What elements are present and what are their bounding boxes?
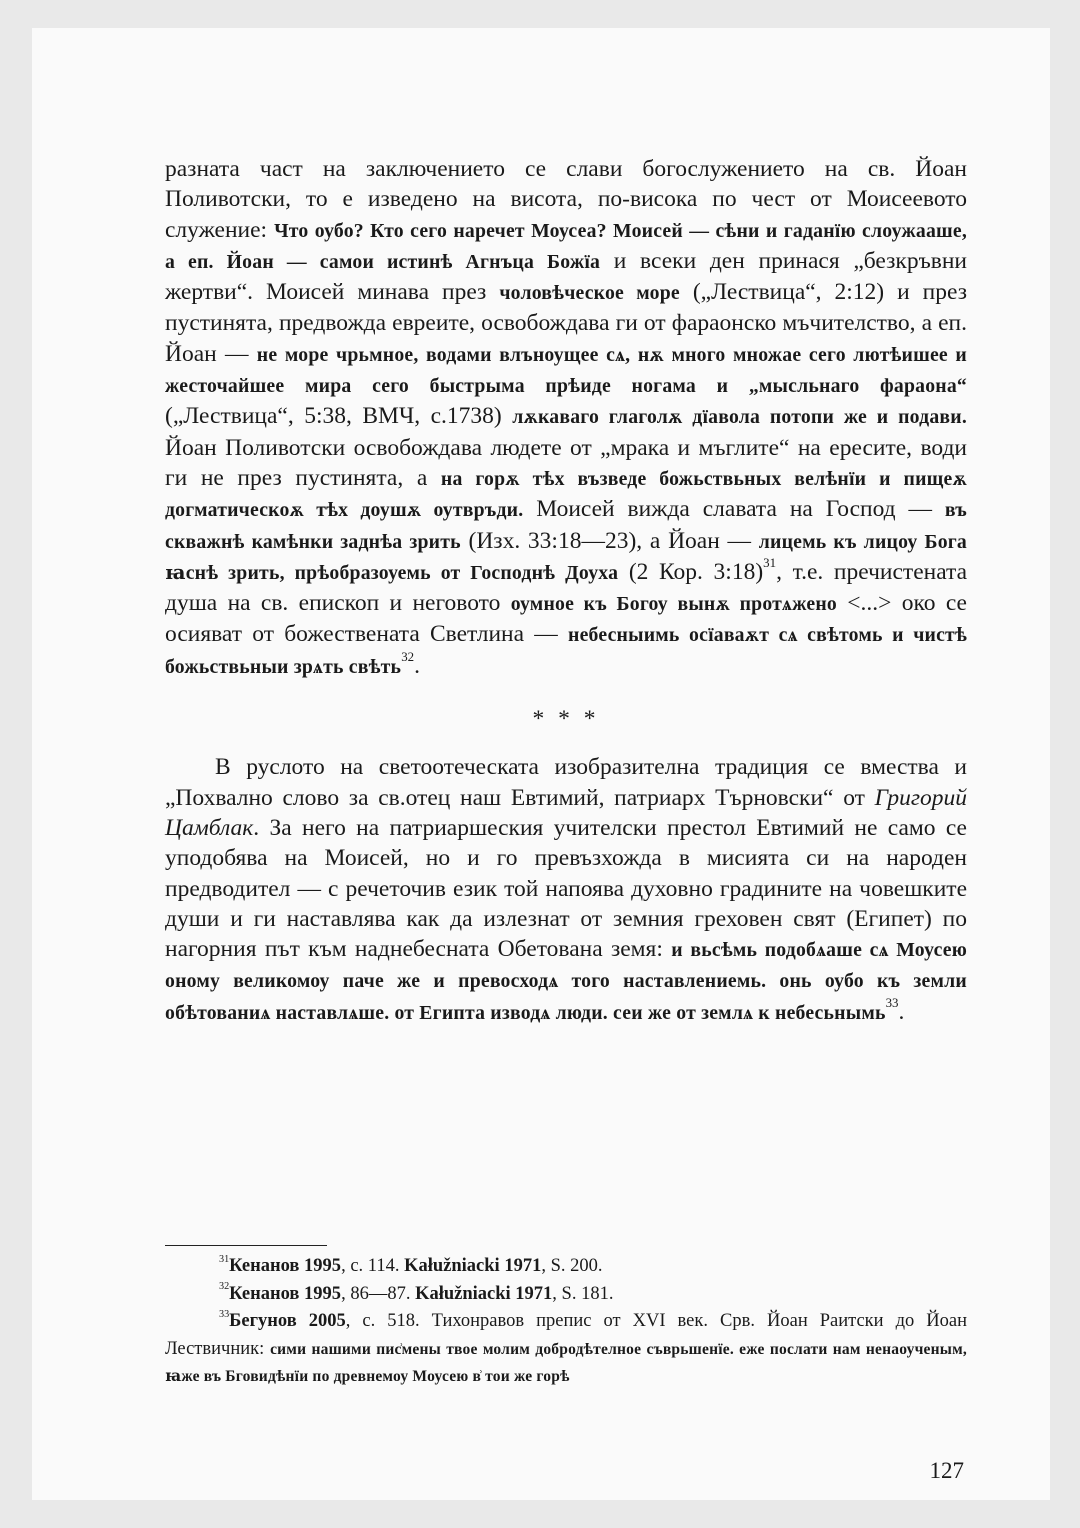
church-slavonic-quote: оумное къ Богоу вынѫ протѧжено (510, 593, 837, 616)
text-run: . (414, 652, 420, 679)
church-slavonic-quote: не море чрьмное, водами влъноущее сѧ, нѫ много множае сего лютѣишее и жесточайшее мира сего быстрыма прѣиде ногама и „мысльнаго фараона“ (165, 343, 967, 398)
church-slavonic-quote: въ скважнѣ камѣнки заднѣа зрить (165, 499, 967, 553)
church-slavonic-quote: на горѫ тѣх възведе божьствьных велѣнїи и пищеѫ догматическоѫ тѣх доушѫ оутвръди. (165, 467, 968, 522)
text-run: Йоан Поливотски освобождава людете от „мрака и мъглите“ на ересите, води ги не през пустинята, а (165, 434, 967, 491)
text-run: , с. 518. Тихонравов препис от XVI век. Срв. Йоан Раитски до Йоан Лествичник: (165, 1311, 967, 1359)
footnote-33 (165, 1308, 967, 1391)
church-slavonic-quote: Что оубо? Кто сего наречет Моусеа? Моисей — сѣни и гаданїю слоужааше, а еп. Йоан — самои истинѣ Агнъца Божїа (165, 219, 967, 273)
footnote-31 (165, 1253, 967, 1281)
footnotes (165, 1253, 967, 1391)
paragraph-1 (165, 154, 967, 682)
citation-author: Kałužniacki 1971 (404, 1256, 542, 1276)
text-run: Моисей вижда славата на Господ — (523, 496, 945, 523)
text-run: . За него на патриаршеския учителски престол Евтимий не само се уподобява на Моисей, но и го превъзхожда в мисията си на народен предводител — с речеточив език той напоява духовно градините на човешките души и ги наставлява как да излезнат от земния греховен свят (Египет) по нагорния път към наднебесната Обетована земя: (165, 814, 967, 963)
church-slavonic-quote: чоловѣческое море (499, 282, 680, 305)
text-run: , S. 200. (541, 1256, 603, 1276)
text-run: , S. 181. (552, 1283, 614, 1304)
text-run: и всеки ден принася „безкръвни жертви“. Моисей минава през (165, 247, 967, 306)
text-run: . (898, 998, 905, 1025)
text-run: В руслото на светоотеческата изобразителна традиция се вмества и „Похвално слово за св.отец наш Евтимий, патриарх Търновски“ от (165, 754, 967, 811)
text-run: , с. 114. (341, 1256, 405, 1276)
text-run: , т.е. пречистената душа на св. епископ и неговото (165, 558, 968, 617)
footnote-ref-33[interactable]: 33 (885, 995, 899, 1011)
book-page (32, 28, 1050, 1500)
church-slavonic-quote: лицемь къ лицоу Бога ꙗснѣ зрить, прѣобразоуемь от Господнѣ Доуха (165, 530, 968, 584)
text-run: (Изх. 33:18—23), а Йоан — (460, 527, 759, 554)
text-run: („Лествица“, 2:12) и през пустинята, предвожда евреите, освобождава ги от фараонско мъчителство, а еп. Йоан — (165, 279, 967, 367)
footnote-ref-32[interactable]: 32 (401, 649, 415, 665)
church-slavonic-quote: лѫкаваго глаголѫ дїавола потопи же и подави. (512, 406, 967, 429)
citation-author: Кенанов 1995 (229, 1283, 342, 1304)
text-run: , 86—87. (341, 1283, 416, 1304)
citation-author: Кенанов 1995 (229, 1256, 342, 1276)
text-run: <...> око се осияват от божествената Светлина — (165, 590, 967, 648)
main-text (165, 154, 967, 1028)
text-run: (2 Кор. 3:18) (618, 558, 764, 585)
footnote-divider (165, 1245, 327, 1246)
citation-author: Бегунов 2005 (229, 1311, 346, 1331)
footnote-number: 31 (219, 1253, 230, 1265)
paragraph-2 (165, 752, 967, 1028)
church-slavonic-quote: сими нашими пис͗мены твое молим добродѣтелное съврьшенїе. еже послати нам ненаоученым, ꙗже въ Бговидѣнїи по древнемоу Моусею в͗ тои же горѣ (165, 1340, 967, 1385)
footnote-number: 33 (219, 1308, 230, 1320)
text-run: („Лествица“, 5:38, ВМЧ, с.1738) (165, 403, 513, 430)
footnote-number: 32 (219, 1281, 230, 1293)
citation-author: Kałužniacki 1971 (415, 1283, 553, 1304)
footnote-32 (165, 1281, 967, 1309)
church-slavonic-quote: небесныимь осїаваѫт сѧ свѣтомь и чистѣ божьствьныи зрѧть свѣть (165, 624, 967, 678)
section-separator: * * * (532, 706, 600, 733)
author-name: Григорий Цамблак (165, 784, 967, 841)
text-run: разната част на заключението се слави богослужението на св. Йоан Поливотски, то е изведено на висота, по-висока по чест от Моисеевото служение: (165, 156, 967, 243)
church-slavonic-quote: и вьсѣмь подобѧаше сѧ Моусею оному великомоу паче же и превосходѧ того наставлениемь. онь оубо къ земли обѣтованиѧ наставлѧше. от Египта изводѧ люди. сеи же от землѧ к небесьнымь (165, 939, 968, 1024)
page-number: 127 (929, 1458, 964, 1483)
footnote-ref-31[interactable]: 31 (763, 555, 777, 571)
